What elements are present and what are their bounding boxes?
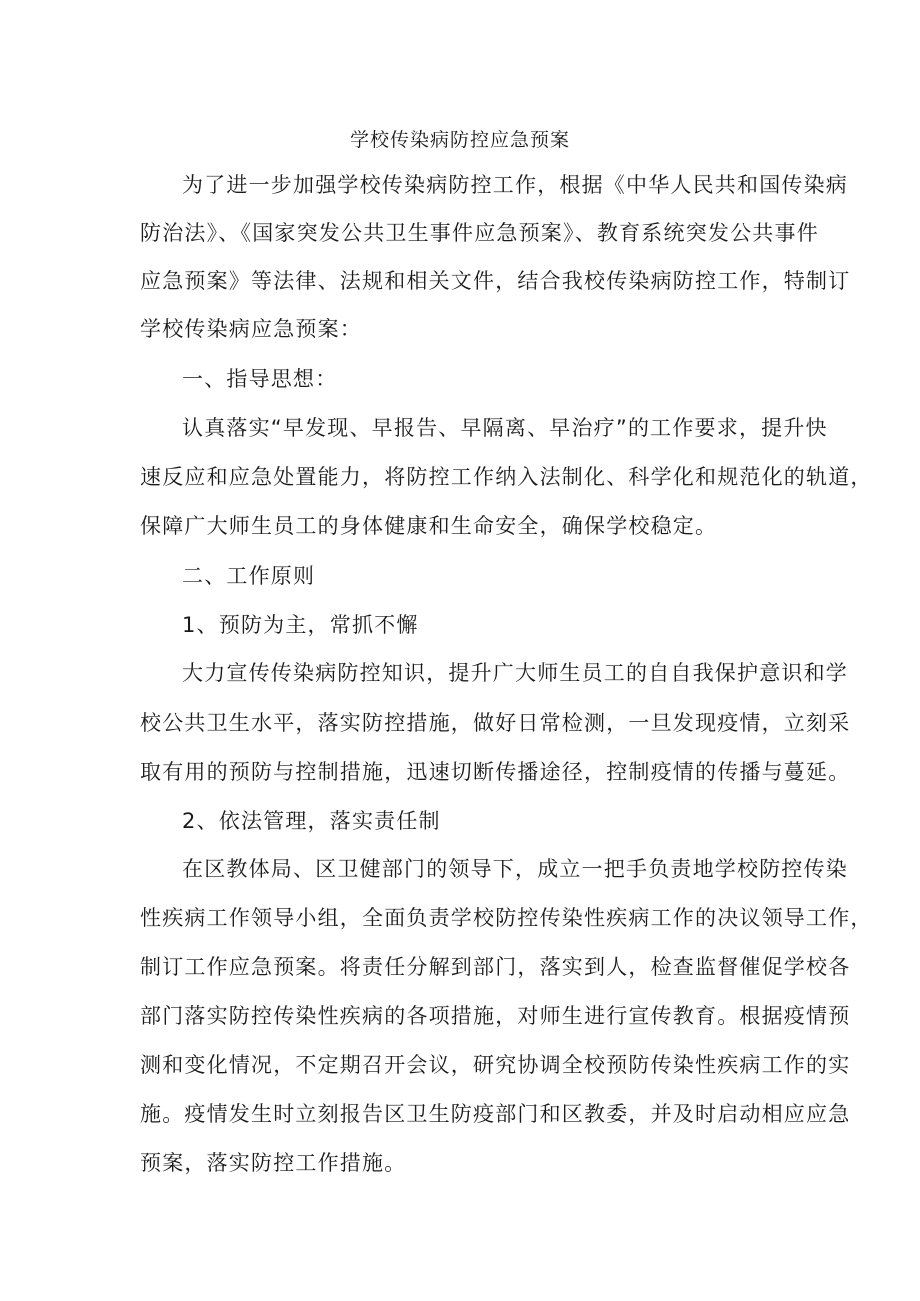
paragraph-line: 应急预案》等法律、法规和相关文件，结合我校传染病防控工作，特制订 (140, 269, 851, 293)
paragraph-line: 在区教体局、区卫健部门的领导下，成立一把手负责地学校防控传染 (182, 857, 848, 881)
section-heading: 二、工作原则 (182, 564, 316, 588)
paragraph-line: 取有用的预防与控制措施，迅速切断传播途径，控制疫情的传播与蔓延。 (140, 760, 851, 784)
paragraph-line: 施。疫情发生时立刻报告区卫生防疫部门和区教委，并及时启动相应应急 (140, 1102, 851, 1126)
section-heading: 一、指导思想： (182, 367, 338, 391)
paragraph-line: 保障广大师生员工的身体健康和生命安全，确保学校稳定。 (140, 514, 718, 538)
paragraph-line: 速反应和应急处置能力，将防控工作纳入法制化、科学化和规范化的轨道， (140, 465, 873, 489)
subsection-heading: 2、依法管理，落实责任制 (182, 809, 441, 833)
subsection-heading: 1、预防为主，常抓不懈 (182, 613, 419, 637)
paragraph-line: 为了进一步加强学校传染病防控工作，根据《中华人民共和国传染病 (182, 173, 848, 197)
paragraph-line: 校公共卫生水平，落实防控措施，做好日常检测，一旦发现疫情，立刻采 (140, 711, 851, 735)
paragraph-line: 部门落实防控传染性疾病的各项措施，对师生进行宣传教育。根据疫情预 (140, 1004, 851, 1028)
paragraph-line: 大力宣传传染病防控知识，提升广大师生员工的自自我保护意识和学 (182, 661, 848, 685)
paragraph-line: 防治法》、《国家突发公共卫生事件应急预案》、教育系统突发公共事件 (140, 221, 819, 245)
paragraph-line: 测和变化情况，不定期召开会议，研究协调全校预防传染性疾病工作的实 (140, 1053, 851, 1077)
paragraph-line: 性疾病工作领导小组，全面负责学校防控传染性疾病工作的决议领导工作， (140, 906, 873, 930)
paragraph-line: 认真落实“早发现、早报告、早隔离、早治疗”的工作要求，提升快 (182, 416, 828, 440)
paragraph-line: 预案，落实防控工作措施。 (140, 1151, 407, 1175)
paragraph-line: 学校传染病应急预案： (140, 317, 362, 341)
document-title: 学校传染病防控应急预案 (349, 129, 570, 151)
paragraph-line: 制订工作应急预案。将责任分解到部门，落实到人，检查监督催促学校各 (140, 955, 851, 979)
